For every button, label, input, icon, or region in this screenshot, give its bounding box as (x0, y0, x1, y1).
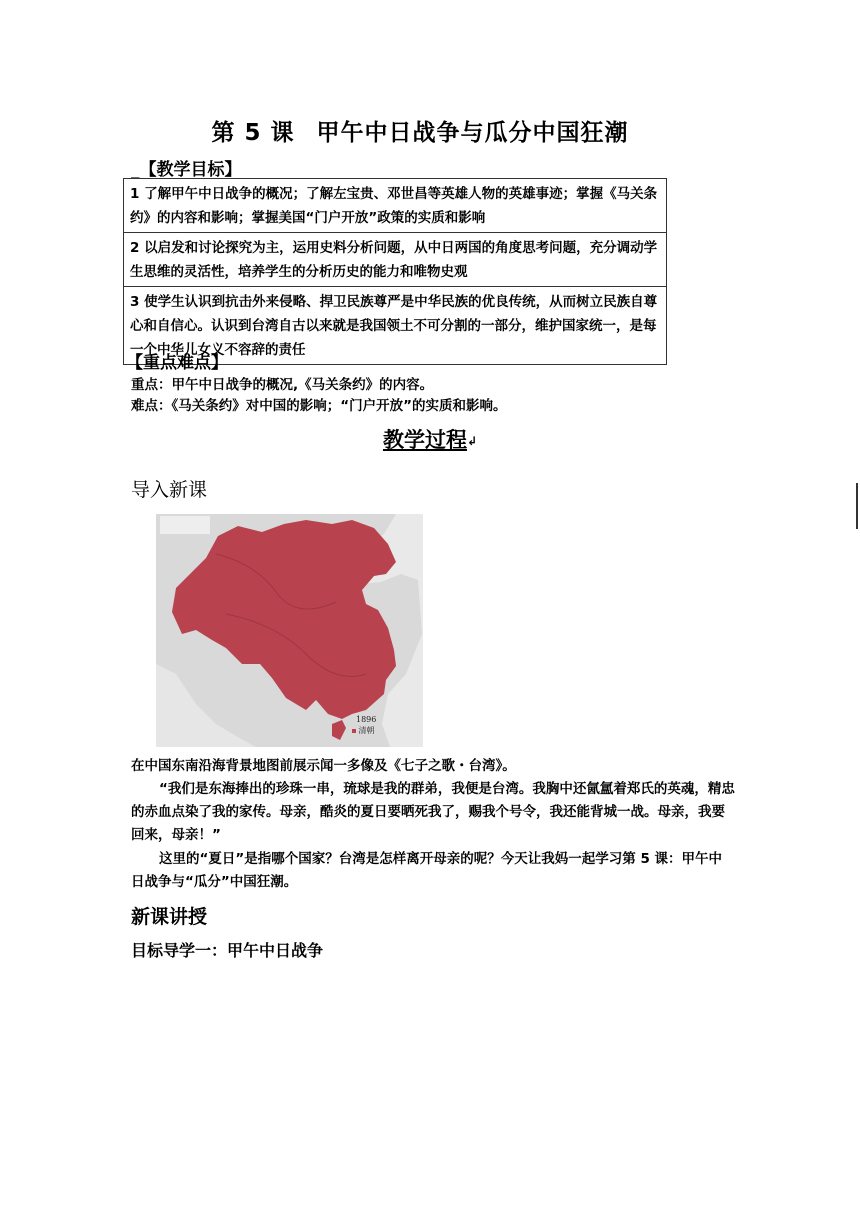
table-row (124, 233, 667, 287)
table-row (124, 179, 667, 233)
objective-1: 1 了解甲午中日战争的概况；了解左宝贵、邓世昌等英雄人物的英雄事迹；掌握《马关条约》的内容和影响；掌握美国“门户开放”政策的实质和影响 (124, 179, 667, 233)
legend-swatch (352, 729, 356, 733)
intro-paragraph-1: 在中国东南沿海背景地图前展示闻一多像及《七子之歌・台湾》。 (131, 758, 516, 774)
intro-paragraph-3: 这里的“夏日”是指哪个国家？台湾是怎样离开母亲的呢？今天让我妈一起学习第 5 课：甲午中日战争与“瓜分”中国狂潮。 (131, 851, 723, 890)
objectives-heading: _【教学目标】 (131, 160, 242, 180)
focus-text: 重点：甲午中日战争的概况,《马关条约》的内容。 (131, 377, 434, 393)
map-legend-label: 清朝 (358, 726, 375, 735)
process-title-text: 教学过程 (382, 428, 467, 452)
objectives-table (123, 178, 667, 365)
process-title (0, 424, 860, 454)
map-blur-patch (160, 516, 210, 534)
map-legend (352, 725, 375, 736)
key-points-heading: 【重点难点】 (126, 353, 228, 373)
qing-territory-map (156, 514, 423, 747)
objective-2: 2 以启发和讨论探究为主，运用史料分析问题，从中日两国的角度思考问题，充分调动学生思维的灵活性，培养学生的分析历史的能力和唯物史观 (124, 233, 667, 287)
map-year: 1896 (356, 715, 377, 724)
poem-quote: “我们是东海捧出的珍珠一串，琉球是我的群弟，我便是台湾。我胸中还氤氲着郑氏的英魂，精忠的赤血点染了我的家传。母亲，酷炎的夏日要晒死我了，赐我个号令，我还能背城一战。母亲，我要回来，母亲！” (131, 781, 735, 843)
cursor-mark-icon: ↲ (466, 434, 478, 448)
objective-3: 3 使学生认识到抗击外来侵略、捍卫民族尊严是中华民族的优良传统，从而树立民族自尊心和自信心。认识到台湾自古以来就是我国领土不可分割的一部分，维护国家统一，是每一个中华儿女义不容辞的责任 (124, 287, 667, 365)
map-graphic (156, 514, 423, 747)
lesson-number: 第 5 课 (211, 120, 295, 146)
page-title (0, 114, 840, 147)
difficulty-text: 难点：《马关条约》对中国的影响；“门户开放”的实质和影响。 (131, 398, 507, 414)
page-edge-mark (856, 483, 858, 529)
goal-1-heading: 目标导学一：甲午中日战争 (131, 941, 324, 960)
intro-heading: 导入新课 (131, 479, 208, 501)
new-lesson-heading: 新课讲授 (131, 906, 208, 928)
lesson-name: 甲午中日战争与瓜分中国狂潮 (316, 120, 629, 146)
